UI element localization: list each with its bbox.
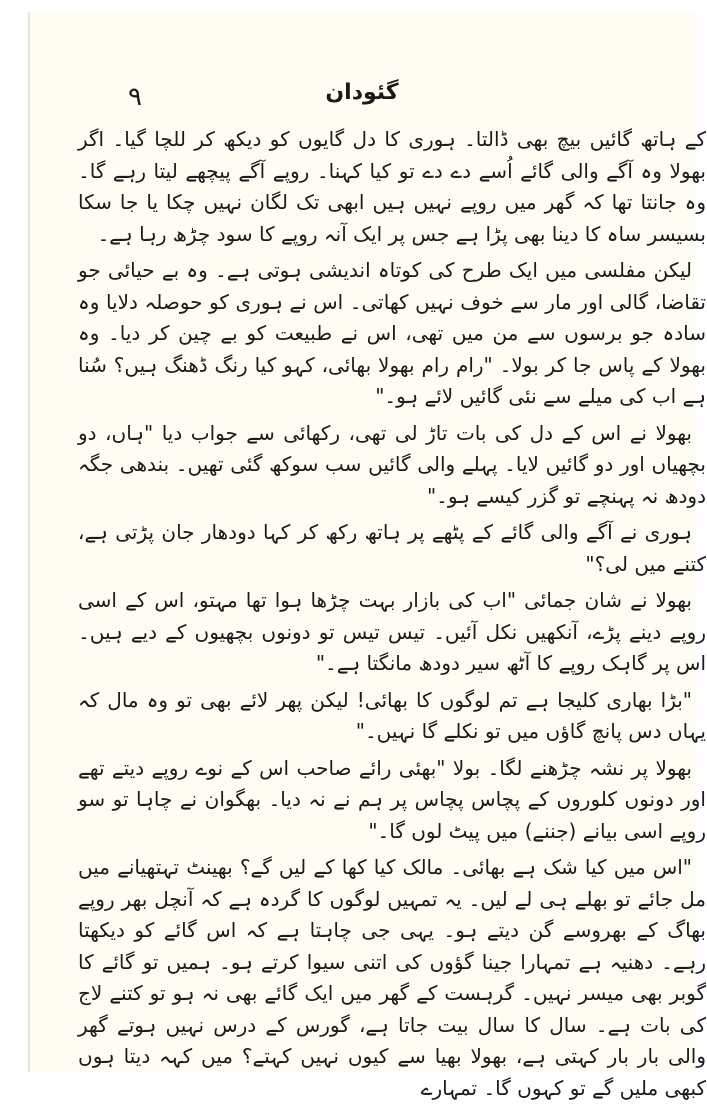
paragraph-5: بھولا نے شان جمائی "اب کی بازار بہت چڑھا ہوا تھا مہتو، اس کے اسی روپے دینے پڑے، آنکھیں نکل آئیں۔ تیس تیس تو دونوں بچھیوں کے دیے ہیں۔ اس پر گاہک روپے کا آٹھ سیر دودھ مانگتا ہے۔" [78, 588, 706, 675]
paragraph-2: لیکن مفلسی میں ایک طرح کی کوتاہ اندیشی ہوتی ہے۔ وہ بے حیائی جو تقاضا، گالی اور مار سے خوف نہیں کھاتی۔ اس نے ہوری کو حوصلہ دلایا وہ سادہ جو برسوں سے من میں تھی، اس نے طبیعت کو بے چین کر دیا۔ وہ بھولا کے پاس جا کر بولا۔ "رام رام بھولا بھائی، کہو کیا رنگ ڈھنگ ہیں؟ سُنا ہے اب کی میلے سے نئی گائیں لائے ہو۔" [78, 258, 706, 408]
paragraph-7: بھولا پر نشہ چڑھنے لگا۔ بولا "بھئی رائے صاحب اس کے نوے روپے دیتے تھے اور دونوں کلوروں کے پچاس پچاس پر ہم نے نہ دیا۔ بھگوان نے چاہا تو سو روپے اسی بیانے (جننے) میں پیٹ لوں گا۔" [78, 755, 706, 843]
paragraph-4: ہوری نے آگے والی گائے کے پٹھے پر ہاتھ رکھ کر کہا دودھار جان پڑتی ہے، کتنے میں لی؟" [78, 520, 706, 576]
paragraph-3: بھولا نے اس کے دل کی بات تاڑ لی تھی، رکھائی سے جواب دیا "ہاں، دو بچھیاں اور دو گائیں لایا۔ پہلے والی گائیں سب سوکھ گئی تھیں۔ بندھی جگہ دودھ نہ پہنچے تو گزر کیسے ہو۔" [78, 420, 706, 508]
paragraph-1: کے ہاتھ گائیں بیچ بھی ڈالتا۔ ہوری کا دل گایوں کو دیکھ کر للچا گیا۔ اگر بھولا وہ آگے والی گائے اُسے دے دے تو کیا کہنا۔ روپے آگے پیچھے لیتا رہے گا۔ وہ جانتا تھا کہ گھر میں روپے نہیں ہیں ابھی تک لگان نہیں چکا یا جا سکا بسیسر ساہ کا دینا بھی پڑا ہے جس پر ایک آنہ روپے کا سود چڑھ رہا ہے۔ [78, 127, 706, 246]
page-number: ۹ [128, 82, 142, 112]
body-text [78, 124, 706, 1109]
scan-edge [28, 12, 30, 1072]
page-header [28, 80, 696, 116]
book-page [28, 12, 706, 1100]
paragraph-8: "اس میں کیا شک ہے بھائی۔ مالک کیا کھا کے لیں گے؟ بھینٹ تہتھیانے میں مل جائے تو بھلے ہی لے لیں۔ یہ تمہیں لوگوں کا گردہ ہے کہ آنچل بھر روپے بھاگ کے بھروسے گن دیتے ہو۔ یہی جی چاہتا ہے کہ اس گائے کو دیکھتا رہے۔ دھنیہ ہے تمہارا جینا گؤوں کی اتنی سیوا کرتے ہو۔ ہمیں تو گائے کا گوبر بھی میسر نہیں۔ گرہست کے گھر میں ایک گائے بھی نہ ہو تو کتنے لاج کی بات ہے۔ سال کا سال بیت جاتا ہے، گورس کے درس نہیں ہوتے گھر والی بار بار کہتی ہے، بھولا بھیا سے کیوں نہیں کہتے؟ میں کہہ دیتا ہوں کبھی ملیں گے تو کہوں گا۔ تمہارے [78, 855, 706, 1100]
book-title: گئودان [325, 80, 399, 105]
paragraph-6: "بڑا بھاری کلیجا ہے تم لوگوں کا بھائی! لیکن پھر لائے بھی تو وہ مال کہ یہاں دس پانچ گاؤں میں تو نکلے گا نہیں۔" [78, 687, 706, 743]
